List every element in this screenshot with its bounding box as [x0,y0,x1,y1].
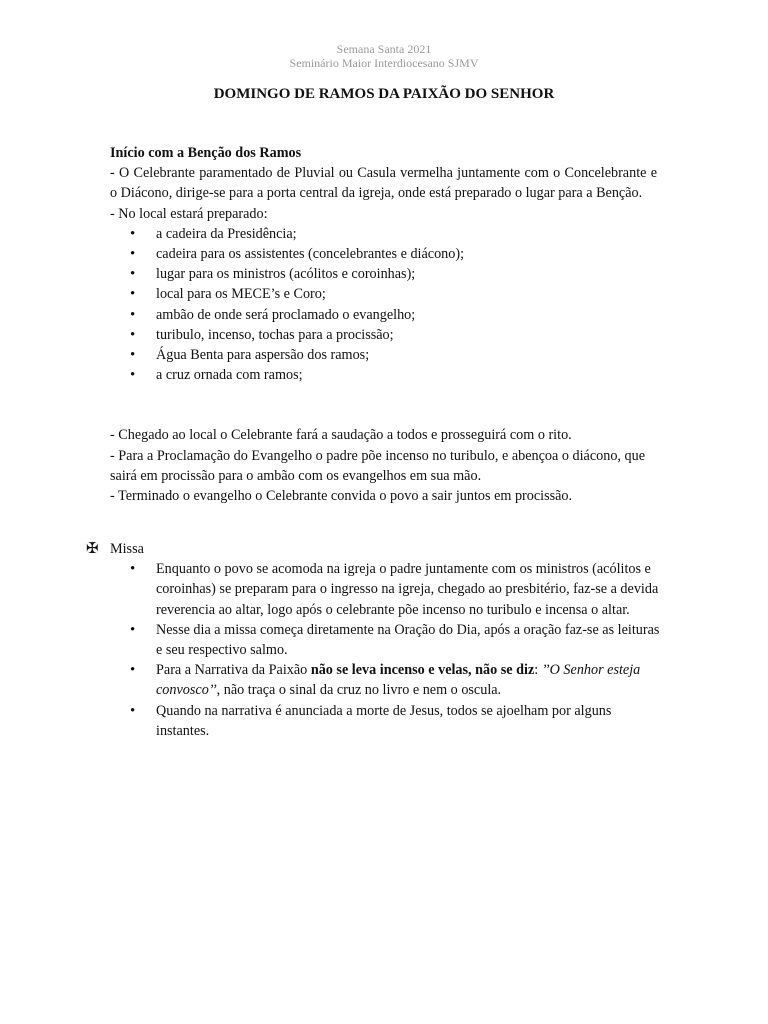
missa-section [86,539,666,741]
preparation-list [110,224,657,386]
header-line-1: Semana Santa 2021 [336,42,432,56]
list-item: • a cruz ornada com ramos; [110,365,657,385]
list-item: • lugar para os ministros (acólitos e coroinhas); [110,264,657,284]
page-header [0,42,768,70]
rito-paragraph-2: - Para a Proclamação do Evangelho o padre põe incenso no turibulo, e abençoa o diácono, que sairá em procissão para o ambão com os evangelhos em sua mão. [110,447,645,484]
inicio-heading: Início com a Benção dos Ramos [110,145,302,161]
item-text: Para a Narrativa da Paixão [156,662,311,679]
inicio-paragraph: - O Celebrante paramentado de Pluvial ou Casula vermelha juntamente com o Concelebrante e o Diácono, dirige-se para a porta central da igreja, onde está preparado o lugar para a Benção. [110,165,657,202]
local-intro: - No local estará preparado: [110,205,268,222]
item-bold-text: não se leva incenso e velas, não se diz [310,662,535,679]
list-item: • a cadeira da Presidência; [110,224,657,244]
list-item: • Água Benta para aspersão dos ramos; [110,345,657,365]
missa-heading-row [86,539,666,559]
list-item: • cadeira para os assistentes (concelebrantes e diácono); [110,244,657,264]
list-item: • Nesse dia a missa começa diretamente na Oração do Dia, após a oração faz-se as leituras e seu respectivo salmo. [86,620,666,660]
list-item: • local para os MECE’s e Coro; [110,284,657,304]
document-title: DOMINGO DE RAMOS DA PAIXÃO DO SENHOR [213,86,555,102]
inicio-section [110,143,657,506]
item-text: , não traça o sinal da cruz no livro e nem o oscula. [216,682,502,699]
cross-icon: ✠ [86,541,99,557]
item-text: : [534,662,542,679]
item-italic-text: ’’O Senhor esteja convosco’’ [156,662,641,699]
list-item: • turibulo, incenso, tochas para a procissão; [110,325,657,345]
list-item: • ambão de onde será proclamado o evangelho; [110,305,657,325]
list-item [86,660,666,700]
rito-paragraph-1: - Chegado ao local o Celebrante fará a saudação a todos e prosseguirá com o rito. [110,427,572,444]
list-item: • Enquanto o povo se acomoda na igreja o padre juntamente com os ministros (acólitos e coroinhas) se preparam para o ingresso na igreja, chegado ao presbitério, faz-se a devida reverencia ao altar, logo após o celebrante põe incenso no turibulo e incensa o altar. [86,559,666,620]
list-item: • Quando na narrativa é anunciada a morte de Jesus, todos se ajoelham por alguns instantes. [86,701,666,741]
header-line-2: Seminário Maior Interdiocesano SJMV [289,56,479,70]
missa-heading: Missa [110,541,144,557]
missa-list [86,559,666,741]
rito-paragraph-3: - Terminado o evangelho o Celebrante convida o povo a sair juntos em procissão. [110,488,573,505]
